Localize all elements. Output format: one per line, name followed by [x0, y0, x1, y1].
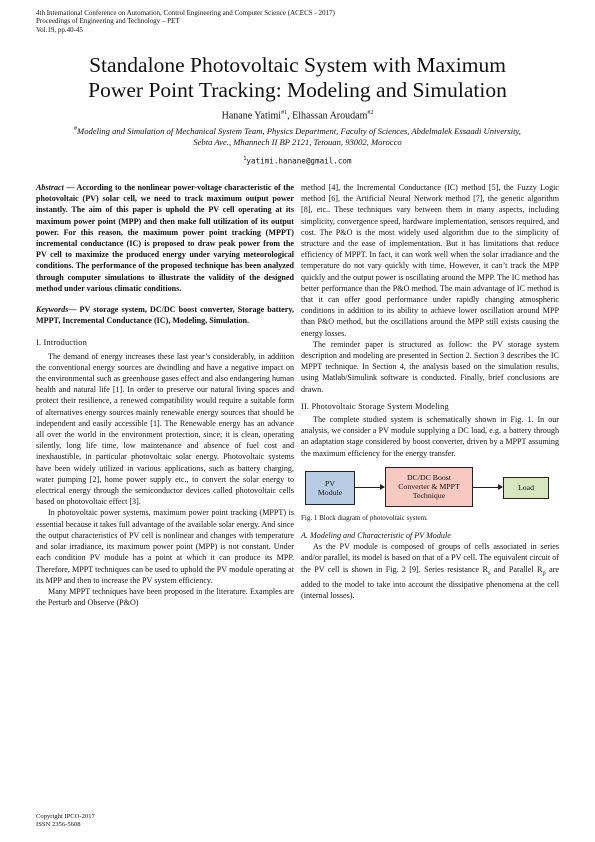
block-diagram-figure	[301, 467, 559, 509]
subsection-text-part-2: and Parallel R	[490, 564, 543, 574]
subsection-a-heading: A. Modeling and Characteristic of PV Module	[301, 531, 451, 541]
title-line-2: Power Point Tracking: Modeling and Simulation	[88, 78, 507, 102]
abstract	[36, 182, 294, 294]
author-2-mark: #2	[367, 110, 374, 116]
author-separator: ,	[287, 110, 293, 122]
converter-block	[385, 467, 473, 507]
abstract-label: Abstract	[36, 183, 64, 192]
intro-paper-structure: The reminder paper is structured as follow: the PV storage system description and modeling are presented in Section 2. Section 3 describes the IC MPPT technique. In Section 4, the analysis based on the simulation results, using Matlab/Simulink software is conducted. Finally, brief conclusions are drawn.	[301, 339, 559, 394]
rp-subscript: p	[542, 569, 546, 577]
copyright: Copyright IPCO-2017	[36, 813, 95, 820]
converter-block-line-1: DC/DC Boost	[407, 473, 451, 483]
intro-paragraph-1: The demand of energy increases these last year’s considerably, in addition the conventional energy sources are dwindling and have a negative impact on the environmental such as greenhouse gases effect and also endangering human health and natural life [1]. In order to preserve our natural living spaces and protect their resilience, a renewed compatibility would require a suitable form of alternatives energy sources mainly renewable energy sources that should be independent and easily accessible [1]. The Renewable energy has an advance all over the world in the environment protection, since; it is clean, operating silently, long life time, low maintenance and absence of fuel cost and inexhaustible, in particular photovoltaic solar energy. Photovoltaic systems have been widely utilized in various applications, such as battery charging, water pumping [2], home power supply etc., to convert the solar energy to electrical energy through the semiconductor devices called photovoltaic cells based on photovoltaic effect [3].	[36, 351, 294, 507]
intro-paragraph-2: In photovoltaic power systems, maximum power point tracking (MPPT) is essential because it takes full advantage of the available solar energy. And since the output characteristics of PV cell is nonlinear and changes with temperature and solar irradiance, its maximum power point (MPP) is not constant. Under each condition PV module has a point at which it can produce its MPP. Therefore, MPPT techniques can be used to uphold the PV module operating at its MPP and then to increase the PV system efficiency.	[36, 508, 295, 585]
page-footer	[36, 813, 95, 829]
issn: ISSN 2356-5608	[36, 821, 81, 828]
author-1: Hanane Yatimi	[221, 110, 282, 122]
abstract-text: According to the nonlinear power-voltage characteristic of the photovoltaic (PV) solar cell, we need to track maximum output power instantly. The aim of this paper is uphold the PV cell operating at its maximum power point (MPP) and then make full utilization of its output power. For this reason, the maximum power point tracking (MPPT) incremental conductance (IC) is proposed to draw peak power from the PV cell to maximize the produced energy under varying meteorological conditions. The performance of the proposed technique has been analyzed through computer simulations to illustrate the validity of the designed method under various climatic conditions.	[36, 183, 294, 293]
author-2: Elhassan Aroudam	[292, 110, 368, 122]
pv-module-block	[305, 471, 355, 505]
section-1-heading: I. Introduction	[36, 338, 87, 348]
intro-continuation: method [4], the Incremental Conductance (IC) method [5], the Fuzzy Logic method [6], the Artificial Neural Network method [7], the genetic algorithm [8], etc.. These techniques vary between them in many aspects, including simplicity, convergence speed, hardware implementation, sensors required, and cost. The P&O is the most widely used algorithm due to the simplicity of structure and the ease of implementation. But it has limitations that reduce efficiency of MPPT. In fact, it can work well when the solar irradiance and the temperature do not vary quickly with time. However, it can’t track the MPP quickly and the output power is oscillating around the MPP. The IC method has better performance than the P&O method. The main advantage of IC method is that it can offer good performance under rapidly changing atmospheric conditions in addition to its ability to achieve lower oscillation around MPP than P&O method, but the oscillations around the MPP still exists causing the energy losses.	[301, 183, 559, 338]
left-column	[36, 182, 294, 608]
figure-1-caption: Fig. 1 Block diagram of photovoltaic system.	[301, 513, 428, 522]
volume-pages: Vol.19, pp.40-45	[36, 25, 83, 34]
rs-subscript: s	[487, 569, 491, 577]
conference-header	[36, 9, 335, 34]
keywords	[36, 304, 294, 326]
author-email	[0, 156, 595, 166]
converter-block-line-3: Technique	[412, 491, 446, 501]
keywords-text: — PV storage system, DC/DC boost converter, Storage battery, MPPT, Incremental Conductance (IC), Modeling, Simulation.	[36, 305, 294, 326]
paper-title	[40, 53, 555, 103]
section-2-heading: II. Photovoltaic Storage System Modeling	[301, 401, 449, 411]
subsection-a-paragraph	[301, 541, 559, 601]
intro-paragraph-3: Many MPPT techniques have been proposed in the literature. Examples are the Perturb and Observe (P&O)	[36, 586, 294, 608]
author-list	[0, 110, 595, 121]
subsection-text-part-3: are added to the model to take into account the dissipative phenomena at the cell (internal losses).	[301, 564, 559, 600]
conference-name: 4th International Conference on Automation, Control Engineering and Computer Science (ACECS - 2017)	[36, 9, 335, 17]
pv-block-line-1: PV	[325, 478, 335, 488]
subsection-text-part-1: As the PV module is composed of groups of cells associated in series and/or parallel, its model is based on that of a PV cell. The equivalent circuit of the PV cell is shown in Fig. 2 [9]. Series resistance R	[301, 542, 559, 574]
arrow-pv-to-converter	[354, 487, 384, 488]
abstract-dash: —	[63, 183, 77, 192]
right-column	[301, 182, 559, 601]
load-block	[503, 477, 549, 499]
author-1-mark: #1	[281, 110, 288, 116]
pv-block-line-2: Module	[317, 487, 343, 497]
keywords-label: Keywords	[36, 305, 69, 315]
section-2-paragraph: The complete studied system is schematically shown in Fig. 1. In our analysis, we consider a PV module supplying a DC load, e.g. a battery through an adaptation stage considered by boost converter, driven by a MPPT assuming the maximum efficiency for the energy transfer.	[301, 415, 559, 458]
email-mark: 1	[243, 156, 247, 162]
affiliation	[70, 124, 525, 148]
load-block-label: Load	[517, 483, 535, 493]
arrow-converter-to-load	[472, 487, 502, 488]
proceedings-name: Proceedings of Engineering and Technology – PET	[36, 17, 180, 26]
affiliation-text: Modeling and Simulation of Mechanical System Team, Physics Department, Faculty of Sciences, Abdelmalek Essaadi University, Sebta Ave., Mhannech II BP 2121, Tetouan, 93002, Morocco	[77, 125, 521, 147]
converter-block-line-2: Converter & MPPT	[398, 482, 460, 492]
email-address: yatimi.hanane@gmail.com	[246, 156, 352, 166]
affiliation-mark: #	[74, 126, 78, 132]
title-line-1: Standalone Photovoltaic System with Maximum	[89, 53, 506, 77]
